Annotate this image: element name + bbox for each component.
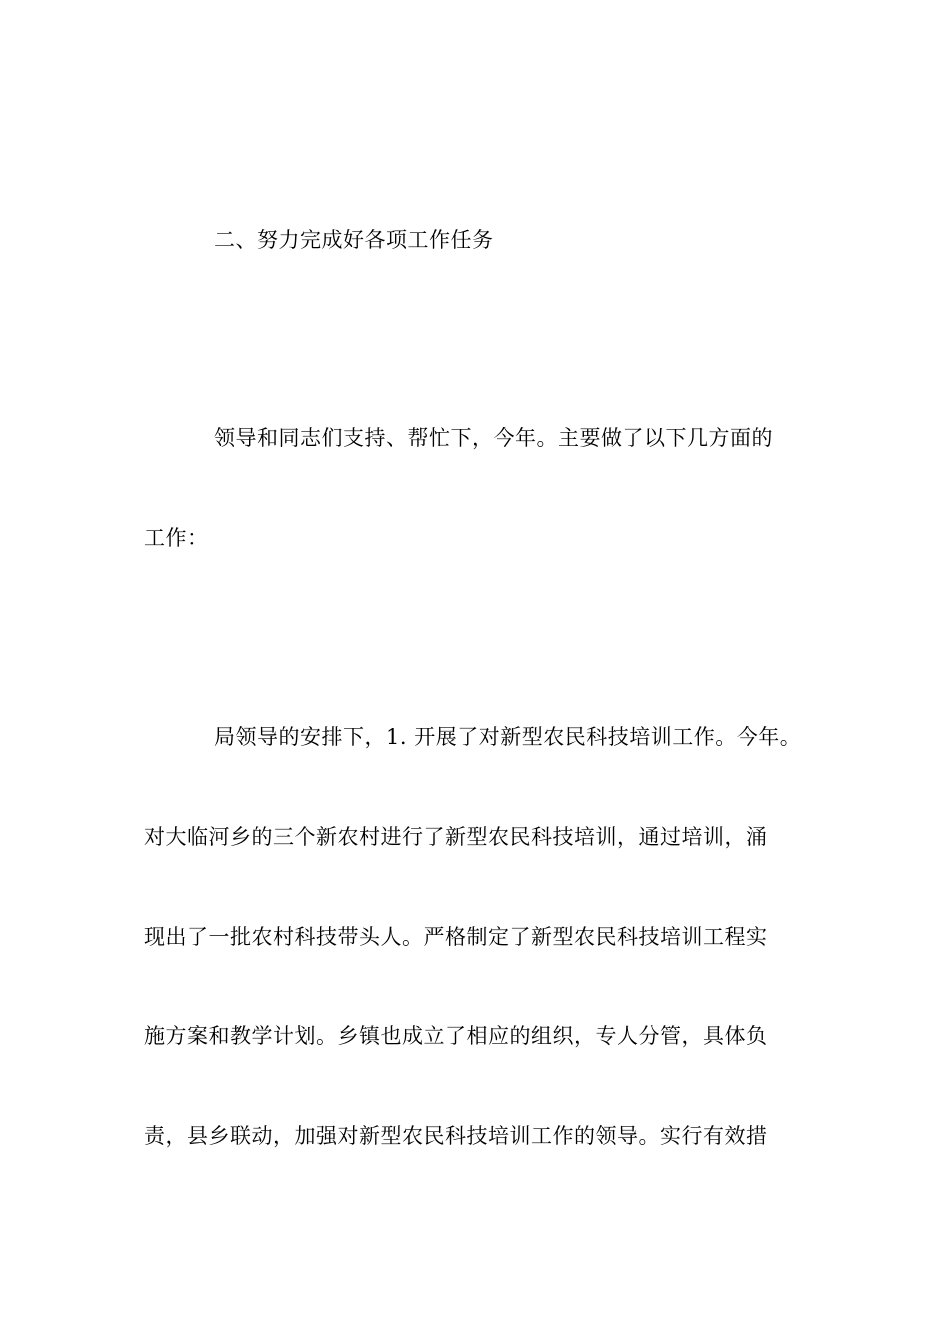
paragraph-2-line-4: 施方案和教学计划。乡镇也成立了相应的组织，专人分管，具体负 <box>144 1024 768 1048</box>
paragraph-1-line-2: 工作： <box>144 526 209 550</box>
paragraph-2-line-3: 现出了一批农村科技带头人。严格制定了新型农民科技培训工程实 <box>144 925 768 949</box>
paragraph-2-line-2: 对大临河乡的三个新农村进行了新型农民科技培训，通过培训，涌 <box>144 825 768 849</box>
paragraph-1-line-1: 领导和同志们支持、帮忙下，今年。主要做了以下几方面的 <box>214 426 773 450</box>
section-heading: 二、努力完成好各项工作任务 <box>214 228 494 252</box>
paragraph-2-line-5: 责，县乡联动，加强对新型农民科技培训工作的领导。实行有效措 <box>144 1124 768 1148</box>
paragraph-2-line-1: 局领导的安排下，1. 开展了对新型农民科技培训工作。今年。 <box>214 725 802 749</box>
